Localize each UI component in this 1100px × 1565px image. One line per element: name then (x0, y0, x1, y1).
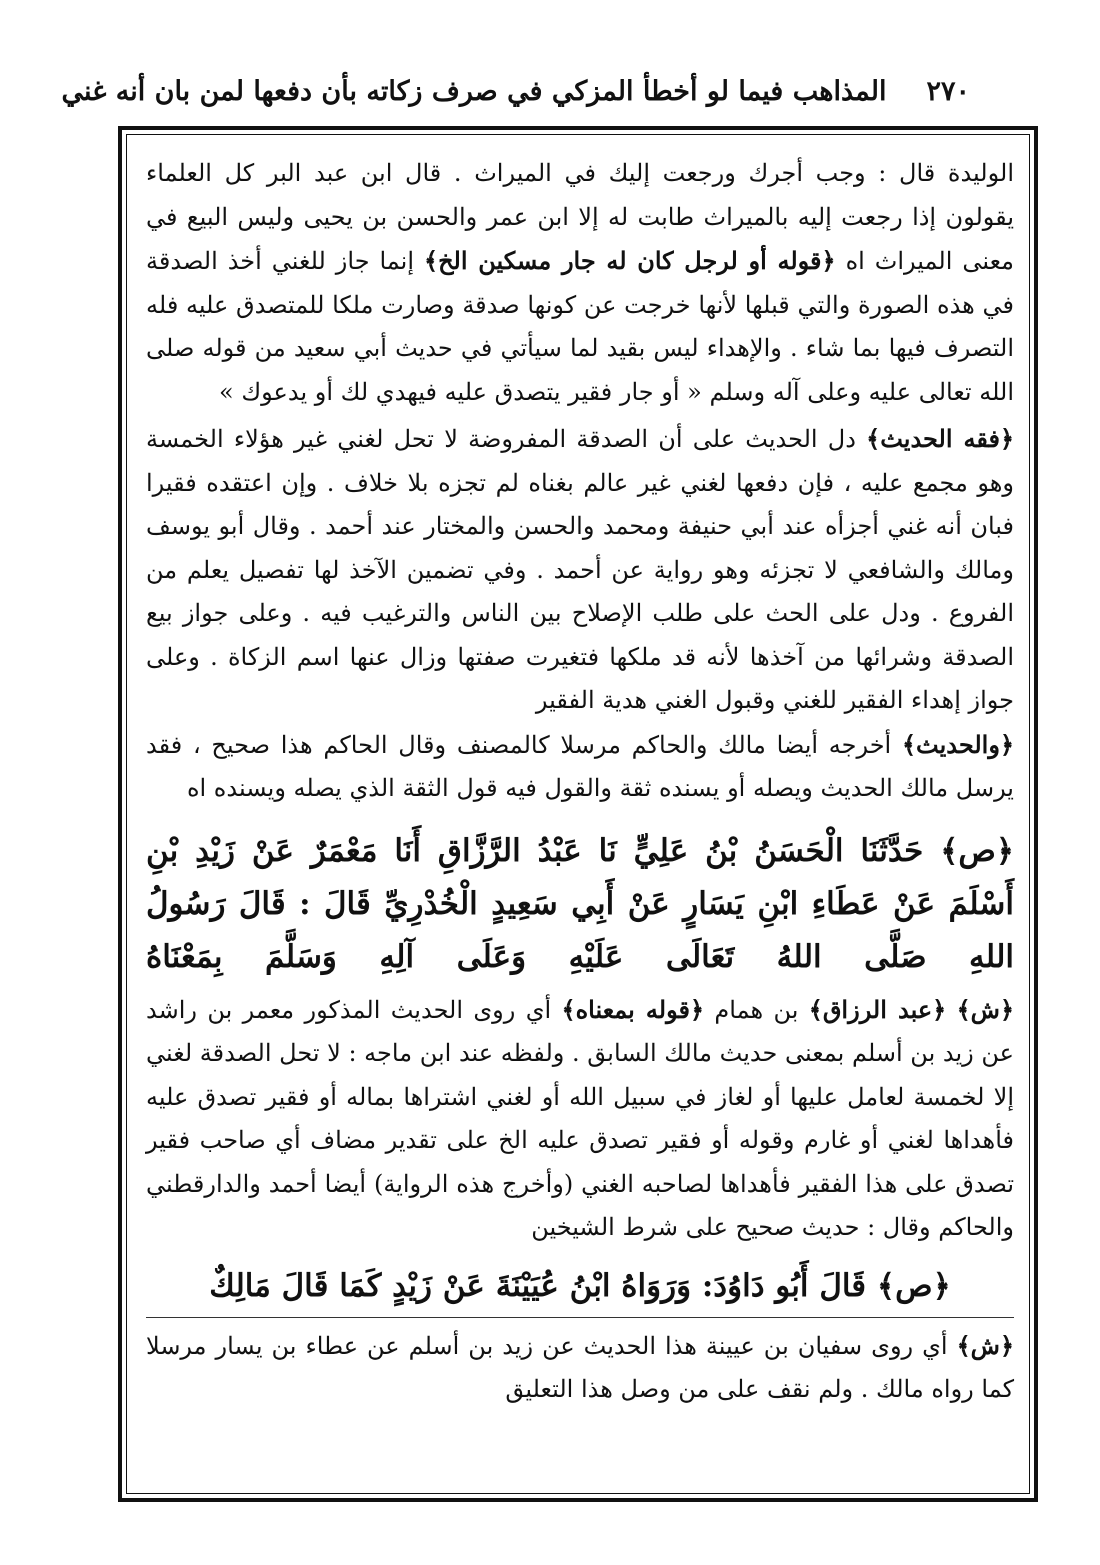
section-label: فقه الحديث (880, 424, 1000, 453)
commentary-paragraph: ﴿ش﴾ ﴿عبد الرزاق﴾ بن همام ﴿قوله بمعناه﴾ أي روى الحديث المذكور معمر بن راشد عن زيد بن أسلم بمعنى حديث مالك السابق . ولفظه عند ابن ماجه : لا تحل الصدقة لغني إلا لخمسة لعامل عليها أو لغاز في سبيل الله أو لغني اشتراها بماله أو فقير تصدق عليه فأهداها لغني أو غارم وقوله أو فقير تصدق عليه الخ على تقدير مضاف أي صاحب فقير تصدق على هذا الفقير فأهداها لصاحبه الغني (وأخرج هذه الرواية) أيضا أحمد والدارقطني والحاكم وقال : حديث صحيح على شرط الشيخين (146, 994, 1014, 1241)
comment-label: قوله بمعناه (575, 994, 690, 1024)
comment-label: عبد الرزاق (822, 994, 933, 1024)
sharh-marker: ش (970, 1330, 1000, 1360)
section-divider (146, 1317, 1014, 1318)
commentary-text: أخرجه أيضا مالك والحاكم مرسلا كالمصنف وقال الحاكم هذا صحيح ، فقد يرسل مالك الحديث ويصله أو يسنده ثقة والقول فيه قول الثقة الذي يصله ويسنده اه (146, 730, 1014, 802)
matn-marker: ص (895, 1267, 933, 1304)
matn-text: قَالَ أَبُو دَاوُدَ: وَرَوَاهُ ابْنُ عُيَيْنَةَ عَنْ زَيْدٍ كَمَا قَالَ مَالِكٌ (209, 1267, 867, 1304)
running-title: المذاهب فيما لو أخطأ المزكي في صرف زكاته بأن دفعها لمن بان أنه غني (61, 75, 887, 107)
commentary-text: أي روى الحديث المذكور معمر بن راشد عن زيد بن أسلم بمعنى حديث مالك السابق . ولفظه عند ابن ماجه : لا تحل الصدقة لغني إلا لخمسة لعامل عليها أو لغاز في سبيل الله أو لغني اشتراها بماله أو فقير تصدق عليه فأهداها لغني أو غارم وقوله أو فقير تصدق عليه الخ على تقدير مضاف أي صاحب فقير تصدق على هذا الفقير فأهداها لصاحبه الغني (وأخرج هذه الرواية) أيضا أحمد والدارقطني والحاكم وقال : حديث صحيح على شرط الشيخين (146, 995, 1014, 1241)
commentary-text: بن همام (714, 995, 799, 1024)
sharh-marker: ش (970, 994, 1000, 1024)
commentary-text: دل الحديث على أن الصدقة المفروضة لا تحل لغني غير هؤلاء الخمسة وهو مجمع عليه ، فإن دفعها لغني غير عالم بغناه لم تجزه بلا خلاف . وإن اعتقده فقيرا فبان أنه غني أجزأه عند أبي حنيفة ومحمد والحسن والمختار عند أحمد . وقال أبو يوسف ومالك والشافعي لا تجزئه وهو رواية عن أحمد . وفي تضمين الآخذ لها تفصيل يعلم من الفروع . ودل على الحث على طلب الإصلاح بين الناس والترغيب فيه . وعلى جواز بيع الصدقة وشرائها من آخذها لأنه قد ملكها فتغيرت صفتها وزال عنها اسم الزكاة . وعلى جواز إهداء الفقير للغني وقبول الغني هدية الفقير (146, 425, 1014, 714)
page-body (146, 152, 1014, 1482)
matn-text: حَدَّثَنَا الْحَسَنُ بْنُ عَلِيٍّ نَا عَبْدُ الرَّزَّاقِ أَنَا مَعْمَرٌ عَنْ زَيْدِ بْنِ أَسْلَمَ عَنْ عَطَاءِ ابْنِ يَسَارٍ عَنْ أَبِي سَعِيدٍ الْخُدْرِيِّ قَالَ : قَالَ رَسُولُ اللهِ صَلَّى اللهُ تَعَالَى عَلَيْهِ وَعَلَى آلِهِ وَسَلَّمَ بِمَعْنَاهُ (146, 832, 1014, 975)
comment-label: قوله أو لرجل كان له جار مسكين الخ (438, 246, 822, 275)
section-label: والحديث (916, 729, 1000, 759)
commentary-paragraph: الوليدة قال : وجب أجرك ورجعت إليك في الميراث . قال ابن عبد البر كل العلماء يقولون إذا رجعت إليه بالميراث طابت له إلا ابن عمر والحسن بن يحيى وليس البيع في معنى الميراث اه ﴿قوله أو لرجل كان له جار مسكين الخ﴾ إنما جاز للغني أخذ الصدقة في هذه الصورة والتي قبلها لأنها خرجت عن كونها صدقة وصارت ملكا للمتصدق عليه فله التصرف فيها بما شاء . والإهداء ليس بقيد لما سيأتي في حديث أبي سعيد من قوله صلى الله تعالى عليه وعلى آله وسلم « أو جار فقير يتصدق عليه فيهدي لك أو يدعوك » (146, 159, 1015, 406)
commentary-paragraph: ﴿والحديث﴾ أخرجه أيضا مالك والحاكم مرسلا كالمصنف وقال الحاكم هذا صحيح ، فقد يرسل مالك الحديث ويصله أو يسنده ثقة والقول فيه قول الثقة الذي يصله ويسنده اه (146, 729, 1014, 802)
page-frame (118, 126, 1038, 1502)
commentary-text: إنما جاز للغني أخذ الصدقة في هذه الصورة والتي قبلها لأنها خرجت عن كونها صدقة وصارت ملكا للمتصدق عليه فله التصرف فيها بما شاء . والإهداء ليس بقيد لما سيأتي في حديث أبي سعيد من قوله صلى الله تعالى عليه وعلى آله وسلم « أو جار فقير يتصدق عليه فيهدي لك أو يدعوك » (146, 247, 1014, 406)
page-number: ٢٧٠ (926, 75, 970, 107)
commentary-text: أي روى سفيان بن عيينة هذا الحديث عن زيد بن أسلم عن عطاء بن يسار مرسلا كما رواه مالك . ولم نقف على من وصل هذا التعليق (146, 1331, 1014, 1403)
hadith-text: ﴿ص﴾ حَدَّثَنَا الْحَسَنُ بْنُ عَلِيٍّ نَا عَبْدُ الرَّزَّاقِ أَنَا مَعْمَرٌ عَنْ زَيْدِ بْنِ أَسْلَمَ عَنْ عَطَاءِ ابْنِ يَسَارٍ عَنْ أَبِي سَعِيدٍ الْخُدْرِيِّ قَالَ : قَالَ رَسُولُ اللهِ صَلَّى اللهُ تَعَالَى عَلَيْهِ وَعَلَى آلِهِ وَسَلَّمَ بِمَعْنَاهُ (146, 832, 1015, 975)
matn-marker: ص (958, 832, 996, 869)
page-header (61, 66, 970, 116)
commentary-paragraph: ﴿فقه الحديث﴾ دل الحديث على أن الصدقة المفروضة لا تحل لغني غير هؤلاء الخمسة وهو مجمع عليه ، فإن دفعها لغني غير عالم بغناه لم تجزه بلا خلاف . وإن اعتقده فقيرا فبان أنه غني أجزأه عند أبي حنيفة ومحمد والحسن والمختار عند أحمد . وقال أبو يوسف ومالك والشافعي لا تجزئه وهو رواية عن أحمد . وفي تضمين الآخذ لها تفصيل يعلم من الفروع . ودل على الحث على طلب الإصلاح بين الناس والترغيب فيه . وعلى جواز بيع الصدقة وشرائها من آخذها لأنه قد ملكها فتغيرت صفتها وزال عنها اسم الزكاة . وعلى جواز إهداء الفقير للغني وقبول الغني هدية الفقير (146, 424, 1014, 714)
commentary-paragraph: ﴿ش﴾ أي روى سفيان بن عيينة هذا الحديث عن زيد بن أسلم عن عطاء بن يسار مرسلا كما رواه مالك . ولم نقف على من وصل هذا التعليق (146, 1330, 1014, 1403)
hadith-text: ﴿ص﴾ قَالَ أَبُو دَاوُدَ: وَرَوَاهُ ابْنُ عُيَيْنَةَ عَنْ زَيْدٍ كَمَا قَالَ مَالِكٌ (209, 1267, 951, 1304)
commentary-text: الوليدة قال : وجب أجرك ورجعت إليك في الميراث . قال ابن عبد البر كل العلماء يقولون إذا رجعت إليه بالميراث طابت له إلا ابن عمر والحسن بن يحيى وليس البيع في معنى الميراث اه (146, 159, 1015, 275)
